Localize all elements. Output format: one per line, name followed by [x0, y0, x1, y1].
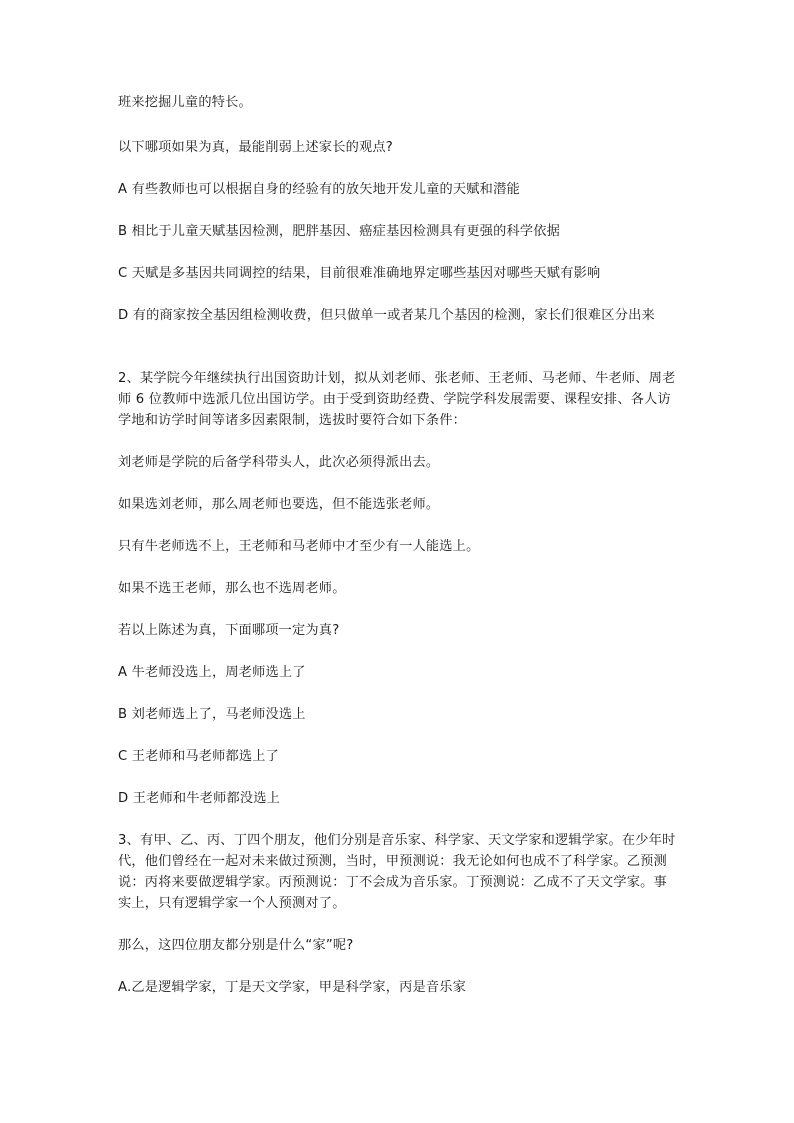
question-3-stem: 3、有甲、乙、丙、丁四个朋友，他们分别是音乐家、科学家、天文学家和逻辑学家。在少年时代，他们曾经在一起对未来做过预测，当时，甲预测说：我无论如何也成不了科学家。乙预测说：丙将来要做逻辑学家。丙预测说：丁不会成为音乐家。丁预测说：乙成不了天文学家。事实上，只有逻辑学家一个人预测对了。 [118, 833, 676, 911]
question-2-stem: 2、某学院今年继续执行出国资助计划，拟从刘老师、张老师、王老师、马老师、牛老师、周老师 6 位教师中选派几位出国访学。由于受到资助经费、学院学科发展需要、课程安排、各人访学地和访学时间等诸多因素限制，选拔时要符合如下条件： [118, 371, 676, 428]
question-2-option-b: B 刘老师选上了，马老师没选上 [118, 707, 306, 722]
question-1-option-d: D 有的商家按全基因组检测收费，但只做单一或者某几个基因的检测，家长们很难区分出来 [118, 308, 655, 323]
question-1-prompt: 以下哪项如果为真，最能削弱上述家长的观点? [118, 140, 393, 155]
question-1-option-c: C 天赋是多基因共同调控的结果，目前很难准确地界定哪些基因对哪些天赋有影响 [118, 266, 601, 281]
question-3-prompt: 那么，这四位朋友都分别是什么“家”呢? [118, 938, 354, 953]
question-2-condition-3: 只有牛老师选不上，王老师和马老师中才至少有一人能选上。 [118, 539, 480, 554]
question-3-option-a: A.乙是逻辑学家，丁是天文学家，甲是科学家，丙是音乐家 [118, 980, 467, 995]
question-2-prompt: 若以上陈述为真，下面哪项一定为真? [118, 623, 340, 638]
question-1-option-b: B 相比于儿童天赋基因检测，肥胖基因、癌症基因检测具有更强的科学依据 [118, 224, 561, 239]
question-2-option-c: C 王老师和马老师都选上了 [118, 749, 280, 764]
paragraph-intro-tail: 班来挖掘儿童的特长。 [118, 95, 252, 110]
question-2-condition-4: 如果不选王老师，那么也不选周老师。 [118, 581, 346, 596]
question-2-option-d: D 王老师和牛老师都没选上 [118, 791, 281, 806]
question-2-option-a: A 牛老师没选上，周老师选上了 [118, 665, 306, 680]
question-2-condition-2: 如果选刘老师，那么周老师也要选，但不能选张老师。 [118, 497, 440, 512]
question-1-option-a: A 有些教师也可以根据自身的经验有的放矢地开发儿童的天赋和潜能 [118, 182, 520, 197]
question-2-condition-1: 刘老师是学院的后备学科带头人，此次必须得派出去。 [118, 455, 440, 470]
